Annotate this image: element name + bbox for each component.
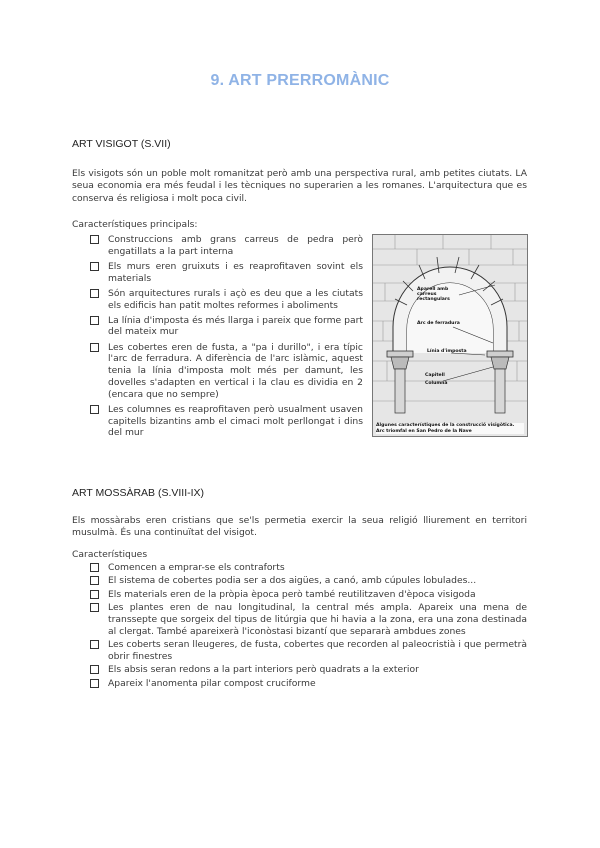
- list-item-text: Construccions amb grans carreus de pedra però engatillats a la part interna: [108, 234, 363, 257]
- checkbox-icon[interactable]: [90, 316, 99, 325]
- checkbox-icon[interactable]: [90, 603, 99, 612]
- checkbox-icon[interactable]: [90, 235, 99, 244]
- figure-annotation: Columna: [425, 381, 448, 386]
- list-item-text: El sistema de cobertes podia ser a dos aigües, a canó, amb cúpules lobulades...: [108, 575, 477, 587]
- list-item-text: Comencen a emprar-se els contraforts: [108, 562, 285, 573]
- checkbox-icon[interactable]: [90, 405, 99, 414]
- section-heading-mossarab: ART MOSSÀRAB (S.VIII-IX): [72, 487, 205, 499]
- figure-annotation: Aparell amb carreus rectangulars: [417, 287, 450, 303]
- checklist-visigot: [90, 234, 363, 443]
- list-item: [90, 404, 363, 439]
- section-heading-visigot: ART VISIGOT (S.VII): [72, 138, 171, 150]
- list-item-text: Són arquitectures rurals i açò es deu que a les ciutats els edificis han patit moltes reformes i aboliments: [108, 287, 363, 311]
- list-item-text: Les cobertes eren de fusta, a "pa i durillo", i era típic l'arc de ferradura. A diferència de l'arc islàmic, aquest tenia la línia d'imposta molt més per damunt, les dovelles s'adapten en vertical i la clau es dividia en 2 (encara que no sempre): [108, 341, 363, 400]
- arch-drawing: [373, 235, 527, 436]
- checkbox-icon[interactable]: [90, 590, 99, 599]
- intro-mossarab: Els mossàrabs eren cristians que se'ls permetia exercir la seua religió lliurement en territori musulmà. És una continuïtat del visigot.: [72, 515, 527, 539]
- list-item-text: Els murs eren gruixuts i es reaprofitaven sovint els materials: [108, 260, 363, 284]
- checkbox-icon[interactable]: [90, 343, 99, 352]
- list-item: [90, 639, 527, 663]
- list-label-mossarab: Característiques: [72, 549, 148, 560]
- checkbox-icon[interactable]: [90, 262, 99, 271]
- figure-annotation: Arc de ferradura: [417, 321, 460, 326]
- checkbox-icon[interactable]: [90, 563, 99, 572]
- list-item: [90, 664, 527, 676]
- intro-visigot: Els visigots són un poble molt romanitzat però amb una perspectiva rural, amb petites ciutats. LA seua economia era més feudal i les tècniques no superarien a les romanes. L'arquitectura que es conserva és religiosa i molt poca civil.: [72, 168, 527, 204]
- checkbox-icon[interactable]: [90, 679, 99, 688]
- list-item: [90, 234, 363, 258]
- horseshoe-arch-illustration: [372, 234, 528, 437]
- figure-annotation: Línia d'imposta: [427, 349, 467, 354]
- checkbox-icon[interactable]: [90, 640, 99, 649]
- list-item: [90, 288, 363, 312]
- list-item-text: Els materials eren de la pròpia època però també reutilitzaven d'època visigoda: [108, 588, 476, 600]
- checkbox-icon[interactable]: [90, 665, 99, 674]
- list-item-text: Les plantes eren de nau longitudinal, la central més ampla. Apareix una mena de transsepte que sorgeix del tipus de litúrgia que hi havia a la zona, era una zona destinada al clergat. També apareixerà l'iconòstasi bizantí que separarà ambdues zones: [108, 602, 527, 637]
- checkbox-icon[interactable]: [90, 576, 99, 585]
- list-item: [90, 261, 363, 285]
- figure-annotation: Capitell: [425, 373, 445, 378]
- list-item-text: Les columnes es reaprofitaven però usualment usaven capitells bizantins amb el cimaci molt perllongat i dins del mur: [108, 403, 363, 439]
- list-item: [90, 562, 527, 574]
- list-item: [90, 589, 527, 601]
- list-item-text: Apareix l'anomenta pilar compost cruciforme: [108, 677, 316, 689]
- checklist-mossarab: [90, 562, 527, 691]
- figure-caption: Algunes característiques de la construcció visigòtica. Arc triomfal en San Pedro de la Nave: [376, 423, 524, 434]
- list-item-text: Els absis seran redons a la part interiors però quadrats a la exterior: [108, 664, 419, 676]
- list-item: [90, 342, 363, 401]
- list-item: [90, 602, 527, 637]
- list-label-visigot: Característiques principals:: [72, 219, 198, 230]
- page-title: 9. ART PRERROMÀNIC: [210, 72, 390, 89]
- list-item: [90, 315, 363, 339]
- list-item-text: La línia d'imposta és més llarga i pareix que forme part del mateix mur: [108, 314, 363, 338]
- list-item-text: Les coberts seran lleugeres, de fusta, cobertes que recorden al paleocristià i que permetrà obrir finestres: [108, 639, 527, 662]
- list-item: [90, 575, 527, 587]
- list-item: [90, 678, 527, 690]
- checkbox-icon[interactable]: [90, 289, 99, 298]
